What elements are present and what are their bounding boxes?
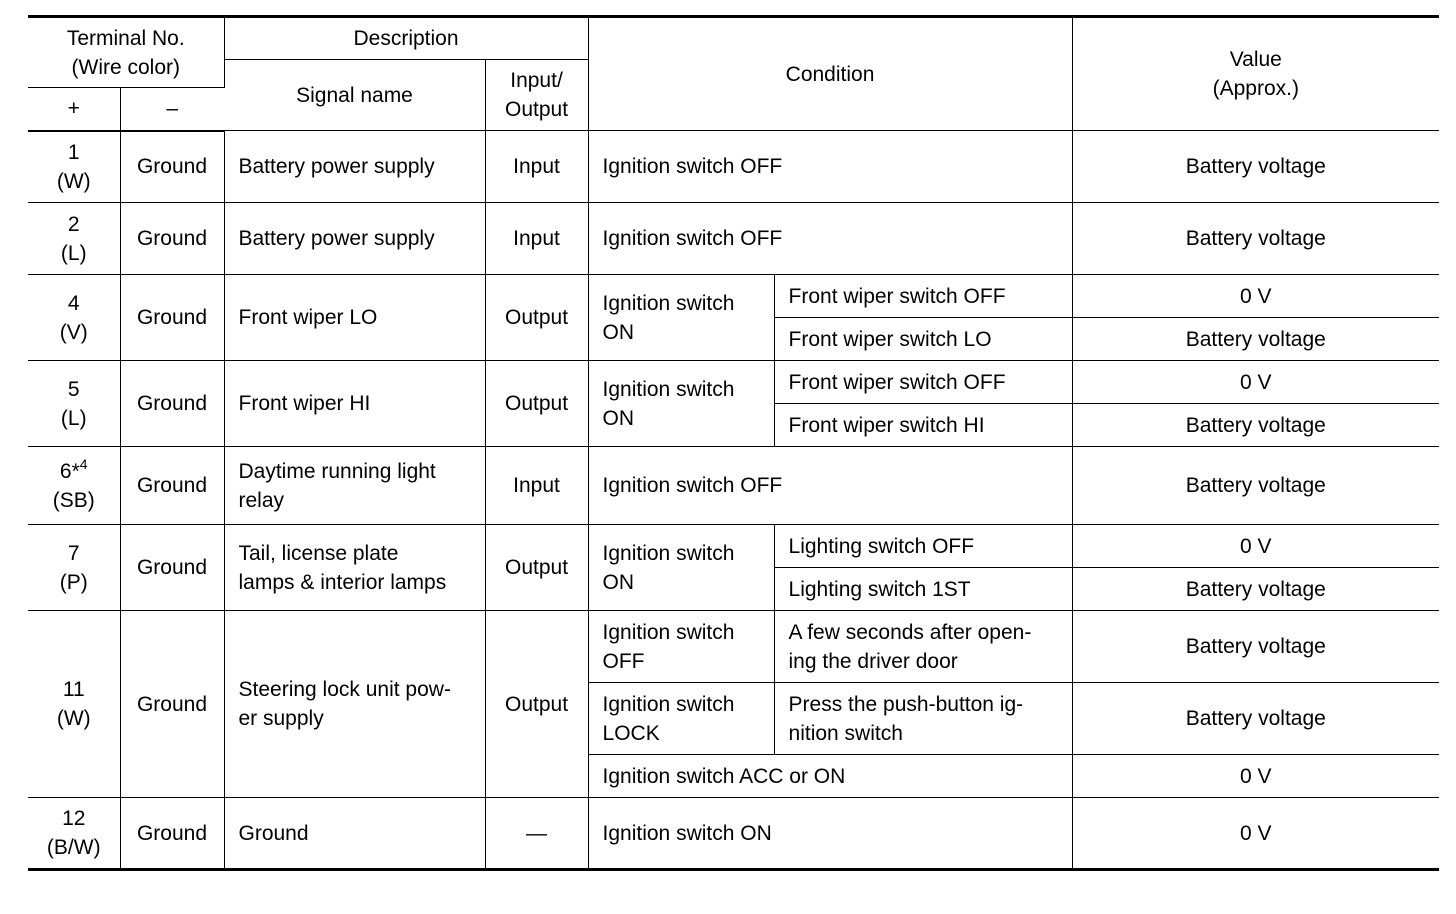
io-cell: —	[485, 798, 588, 870]
io-cell: Output	[485, 611, 588, 798]
terminal-cell	[28, 275, 120, 361]
value-cell: Battery voltage	[1072, 611, 1439, 683]
ignition-state-line1: Ignition switch	[602, 620, 735, 644]
sub-condition-cell: Front wiper switch HI	[774, 404, 1072, 447]
terminal-cell	[28, 203, 120, 275]
header-io-line2: Output	[504, 98, 569, 121]
wire-color: (L)	[60, 241, 87, 265]
signal-name-line2: relay	[238, 488, 285, 512]
header-signal-name: Signal name	[224, 60, 485, 131]
ground-cell: Ground	[120, 525, 224, 611]
value-cell: 0 V	[1072, 361, 1439, 404]
value-cell: Battery voltage	[1072, 447, 1439, 525]
terminal-cell	[28, 525, 120, 611]
signal-name-cell	[224, 525, 485, 611]
ground-cell: Ground	[120, 131, 224, 203]
footnote-marker: 4	[79, 455, 88, 472]
ignition-state-line2: ON	[602, 320, 635, 344]
wire-color: (W)	[56, 169, 91, 193]
header-io-line1: Input/	[510, 69, 563, 92]
ignition-state-cell	[588, 275, 774, 361]
terminal-number: 11	[62, 678, 85, 701]
io-cell: Output	[485, 361, 588, 447]
value-cell: Battery voltage	[1072, 203, 1439, 275]
header-terminal-no	[28, 17, 224, 88]
value-cell: Battery voltage	[1072, 683, 1439, 755]
condition-cell: Ignition switch OFF	[588, 131, 1072, 203]
header-minus: –	[120, 88, 224, 131]
table-row	[28, 447, 1439, 525]
condition-cell: Ignition switch OFF	[588, 203, 1072, 275]
value-cell: 0 V	[1072, 275, 1439, 318]
value-cell: Battery voltage	[1072, 404, 1439, 447]
header-terminal-label: Terminal No.	[66, 26, 185, 50]
ignition-state-cell	[588, 683, 774, 755]
terminal-number: 4	[67, 291, 80, 315]
signal-name-cell: Front wiper LO	[224, 275, 485, 361]
io-cell: Output	[485, 525, 588, 611]
terminal-number: 2	[67, 212, 80, 236]
ignition-state-line2: ON	[602, 406, 635, 430]
io-cell: Input	[485, 203, 588, 275]
sub-condition-cell	[774, 611, 1072, 683]
table-row	[28, 361, 1439, 404]
sub-condition-line2: nition switch	[788, 721, 903, 745]
header-condition: Condition	[588, 17, 1072, 131]
sub-condition-cell	[774, 683, 1072, 755]
signal-name-line1: Steering lock unit pow-	[238, 678, 451, 701]
signal-name-cell: Front wiper HI	[224, 361, 485, 447]
terminal-number: 12	[62, 807, 86, 830]
terminal-cell	[28, 361, 120, 447]
header-wire-color-label: (Wire color)	[71, 55, 180, 79]
signal-name-cell: Battery power supply	[224, 131, 485, 203]
wire-color: (V)	[59, 320, 88, 344]
sub-condition-cell: Lighting switch 1ST	[774, 568, 1072, 611]
header-value-approx: (Approx.)	[1212, 77, 1299, 100]
terminal-number: 5	[67, 377, 80, 401]
signal-name-cell	[224, 611, 485, 798]
header-plus: +	[28, 88, 120, 131]
signal-name-cell: Ground	[224, 798, 485, 870]
signal-name-line2: er supply	[238, 707, 324, 730]
signal-name-cell: Battery power supply	[224, 203, 485, 275]
signal-name-cell	[224, 447, 485, 525]
ignition-state-line1: Ignition switch	[602, 377, 735, 401]
condition-cell: Ignition switch ON	[588, 798, 1072, 870]
table-row	[28, 798, 1439, 870]
table-row	[28, 203, 1439, 275]
value-cell: Battery voltage	[1072, 568, 1439, 611]
table-row	[28, 275, 1439, 318]
sub-condition-cell: Front wiper switch LO	[774, 318, 1072, 361]
ground-cell: Ground	[120, 361, 224, 447]
terminal-cell	[28, 447, 120, 525]
signal-name-line1: Tail, license plate	[238, 541, 399, 565]
terminal-cell	[28, 798, 120, 870]
sub-condition-cell: Front wiper switch OFF	[774, 361, 1072, 404]
header-value-label: Value	[1229, 48, 1282, 71]
io-cell: Input	[485, 447, 588, 525]
ignition-state-line2: LOCK	[602, 721, 660, 745]
table-row	[28, 525, 1439, 568]
ground-cell: Ground	[120, 611, 224, 798]
terminal-cell	[28, 131, 120, 203]
ignition-state-line2: ON	[602, 570, 635, 594]
wire-color: (W)	[56, 707, 91, 730]
ground-cell: Ground	[120, 798, 224, 870]
sub-condition-line1: A few seconds after open-	[788, 620, 1032, 644]
ignition-state-cell	[588, 611, 774, 683]
ground-cell: Ground	[120, 203, 224, 275]
terminal-spec-table	[28, 15, 1439, 871]
wire-color: (SB)	[52, 488, 95, 512]
ground-cell: Ground	[120, 275, 224, 361]
value-cell: 0 V	[1072, 525, 1439, 568]
value-cell: Battery voltage	[1072, 131, 1439, 203]
sub-condition-line2: ing the driver door	[788, 649, 958, 673]
sub-condition-cell: Lighting switch OFF	[774, 525, 1072, 568]
ground-cell: Ground	[120, 447, 224, 525]
value-cell: Battery voltage	[1072, 318, 1439, 361]
terminal-cell	[28, 611, 120, 798]
table-row	[28, 611, 1439, 683]
header-description: Description	[224, 17, 588, 60]
ignition-state-cell	[588, 361, 774, 447]
ignition-state-line1: Ignition switch	[602, 291, 735, 315]
signal-name-line2: lamps & interior lamps	[238, 570, 447, 594]
value-cell: 0 V	[1072, 798, 1439, 870]
condition-cell: Ignition switch OFF	[588, 447, 1072, 525]
header-value	[1072, 17, 1439, 131]
wire-color: (B/W)	[46, 836, 101, 859]
io-cell: Input	[485, 131, 588, 203]
ignition-state-line2: OFF	[602, 649, 645, 673]
terminal-number: 7	[67, 541, 80, 565]
sub-condition-cell: Ignition switch ACC or ON	[588, 755, 1072, 798]
table-row	[28, 131, 1439, 203]
ignition-state-cell	[588, 525, 774, 611]
wire-color: (L)	[60, 406, 87, 430]
io-cell: Output	[485, 275, 588, 361]
signal-name-line1: Daytime running light	[238, 459, 436, 483]
wire-color: (P)	[59, 570, 88, 594]
sub-condition-line1: Press the push-button ig-	[788, 692, 1024, 716]
value-cell: 0 V	[1072, 755, 1439, 798]
ignition-state-line1: Ignition switch	[602, 692, 735, 716]
ignition-state-line1: Ignition switch	[602, 541, 735, 565]
header-input-output	[485, 60, 588, 131]
terminal-number: 1	[67, 140, 80, 164]
terminal-number: 6*	[59, 459, 80, 483]
sub-condition-cell: Front wiper switch OFF	[774, 275, 1072, 318]
